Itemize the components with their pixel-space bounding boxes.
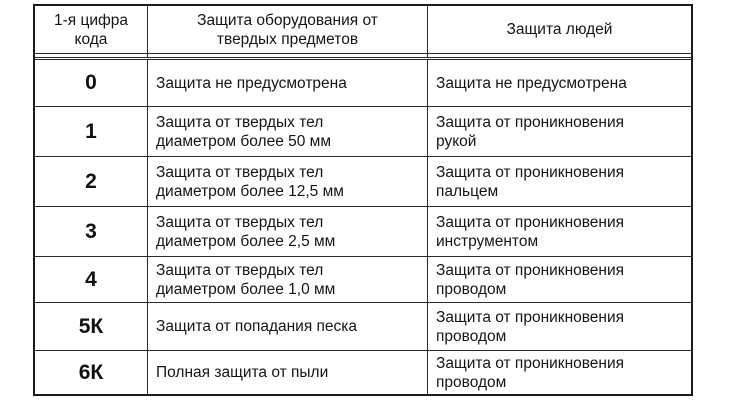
header-separator xyxy=(35,53,691,58)
people-cell xyxy=(428,157,691,206)
people-cell xyxy=(428,60,691,106)
equipment-cell xyxy=(148,60,428,106)
people-text: Защита от проникновения проводом xyxy=(436,354,625,391)
equipment-text: Защита от твердых тел диаметром более 1,0 мм xyxy=(156,261,336,298)
table-row xyxy=(35,302,691,350)
equipment-text: Защита от твердых тел диаметром более 50 мм xyxy=(156,113,331,150)
table-row xyxy=(35,59,691,106)
header-equipment-label: Защита оборудования от твердых предметов xyxy=(197,11,378,48)
code-value: 0 xyxy=(85,71,97,94)
table-row xyxy=(35,350,691,394)
equipment-cell xyxy=(148,257,428,302)
code-cell xyxy=(35,351,148,394)
people-text: Защита от проникновения пальцем xyxy=(436,163,625,200)
equipment-text: Защита от твердых тел диаметром более 2,5 мм xyxy=(156,213,336,250)
code-cell xyxy=(35,157,148,206)
people-cell xyxy=(428,257,691,302)
equipment-text: Полная защита от пыли xyxy=(156,364,329,381)
people-cell xyxy=(428,351,691,394)
code-cell xyxy=(35,207,148,256)
code-cell xyxy=(35,303,148,350)
people-cell xyxy=(428,207,691,256)
people-text: Защита от проникновения проводом xyxy=(436,308,625,345)
code-cell xyxy=(35,257,148,302)
separator-col-1 xyxy=(35,54,148,57)
table-header-row xyxy=(35,6,691,53)
equipment-cell xyxy=(148,207,428,256)
header-equipment xyxy=(148,6,428,53)
code-value: 2 xyxy=(85,169,97,193)
code-value: 6К xyxy=(78,360,104,384)
separator-col-2 xyxy=(148,54,428,57)
ip-protection-table xyxy=(33,4,693,396)
table-row xyxy=(35,156,691,206)
people-text: Защита от проникновения рукой xyxy=(436,113,625,150)
table-row xyxy=(35,206,691,256)
equipment-text: Защита от попадания песка xyxy=(156,318,358,335)
equipment-text: Защита от твердых тел диаметром более 12,5 мм xyxy=(156,163,344,200)
table-row xyxy=(35,256,691,302)
people-text: Защита не предусмотрена xyxy=(436,74,627,92)
code-value: 5К xyxy=(78,314,104,338)
header-people-label: Защита людей xyxy=(506,21,613,38)
people-text: Защита от проникновения инструментом xyxy=(436,213,625,250)
equipment-cell xyxy=(148,107,428,156)
code-value: 3 xyxy=(85,219,97,243)
header-people xyxy=(428,6,691,53)
code-value: 4 xyxy=(85,267,97,291)
code-cell xyxy=(35,60,148,106)
equipment-cell xyxy=(148,303,428,350)
code-value: 1 xyxy=(85,119,97,143)
people-cell xyxy=(428,303,691,350)
equipment-cell xyxy=(148,157,428,206)
people-cell xyxy=(428,107,691,156)
header-code-label: 1-я цифра кода xyxy=(53,11,128,48)
people-text: Защита от проникновения проводом xyxy=(436,261,625,298)
table-row xyxy=(35,106,691,156)
header-code xyxy=(35,6,148,53)
equipment-cell xyxy=(148,351,428,394)
equipment-text: Защита не предусмотрена xyxy=(156,74,347,92)
code-cell xyxy=(35,107,148,156)
